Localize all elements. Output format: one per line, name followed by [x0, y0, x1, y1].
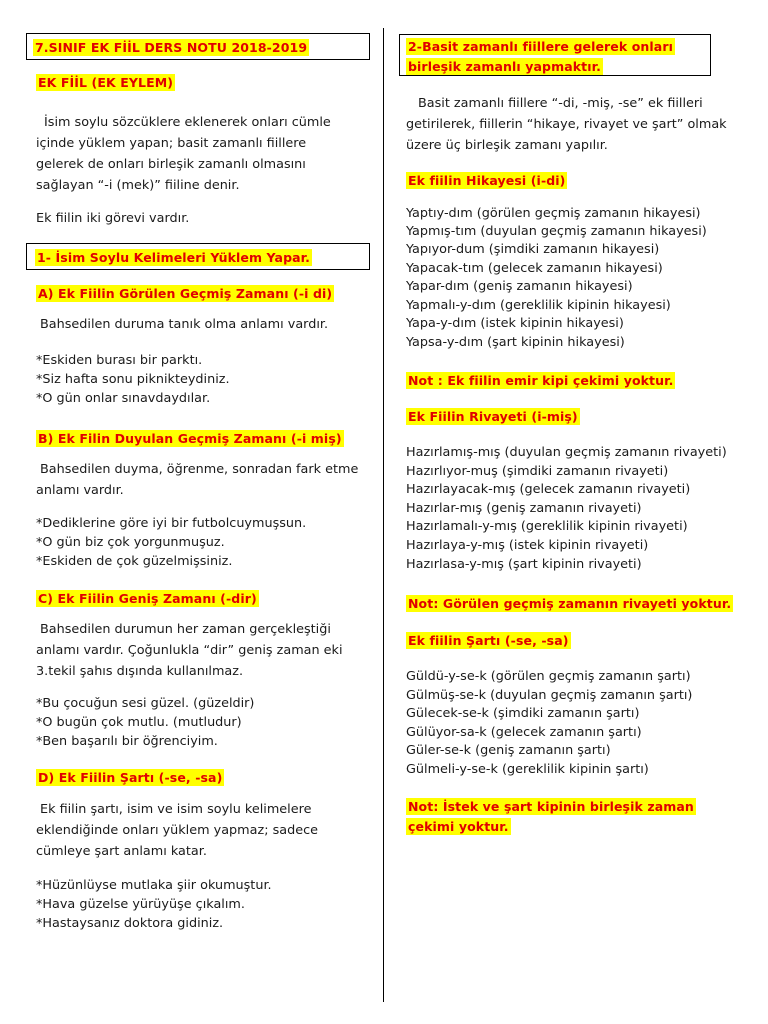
section-b-heading: B) Ek Filin Duyulan Geçmiş Zamanı (-i miş) — [38, 431, 342, 446]
section-c-description: Bahsedilen durumun her zaman gerçekleştiği anlamı vardır. Çoğunlukla “dir” geniş zaman eki 3.tekil şahıs dışında kullanılmaz. — [36, 622, 343, 679]
section-b-example-1: *Dediklerine göre iyi bir futbolcuymuşsun. — [36, 516, 307, 531]
section-c-example-2: *O bugün çok mutlu. (mutludur) — [36, 715, 242, 730]
section-a-heading-wrap — [36, 283, 334, 302]
hikaye-heading-wrap — [406, 170, 567, 189]
hikaye-item-8: Yapsa-y-dım (şart kipinin hikayesi) — [406, 335, 625, 350]
section-b-example-2: *O gün biz çok yorgunmuşuz. — [36, 535, 225, 550]
section-d-heading-wrap — [36, 767, 224, 786]
duty1-heading-wrap — [35, 247, 312, 266]
sart-item-5: Güler-se-k (geniş zamanın şartı) — [406, 743, 611, 758]
duty2-heading-wrap — [406, 37, 706, 77]
hikaye-item-6: Yapmalı-y-dım (gereklilik kipinin hikayesi) — [406, 298, 671, 313]
rivayet-item-6: Hazırlaya-y-mış (istek kipinin rivayeti) — [406, 538, 649, 553]
rivayet-item-3: Hazırlayacak-mış (gelecek zamanın rivayeti) — [406, 482, 691, 497]
hikaye-item-3: Yapıyor-dum (şimdiki zamanın hikayesi) — [406, 242, 660, 257]
column-divider — [383, 28, 384, 1002]
section-a-example-2: *Siz hafta sonu piknikteydiniz. — [36, 372, 230, 387]
rivayet-item-4: Hazırlar-mış (geniş zamanın rivayeti) — [406, 501, 642, 516]
hikaye-item-1: Yaptıy-dım (görülen geçmiş zamanın hikayesi) — [406, 206, 701, 221]
rivayet-item-5: Hazırlamalı-y-mış (gereklilik kipinin rivayeti) — [406, 519, 688, 534]
intro-paragraph: İsim soylu sözcüklere eklenerek onları cümle içinde yüklem yapan; basit zamanlı fiillere gelerek de onları birleşik zamanlı olmasını sağlayan “-i (mek)” fiiline denir. — [36, 115, 331, 193]
two-duties-text: Ek fiilin iki görevi vardır. — [36, 211, 190, 226]
hikaye-item-5: Yapar-dım (geniş zamanın hikayesi) — [406, 279, 633, 294]
main-heading-wrap — [36, 72, 175, 91]
section-b-description: Bahsedilen duyma, öğrenme, sonradan fark etme anlamı vardır. — [36, 462, 359, 498]
section-c-example-1: *Bu çocuğun sesi güzel. (güzeldir) — [36, 696, 255, 711]
hikaye-item-2: Yapmış-tım (duyulan geçmiş zamanın hikayesi) — [406, 224, 707, 239]
section-b-heading-wrap — [36, 428, 344, 447]
hikaye-note-wrap — [406, 370, 675, 389]
section-d-heading: D) Ek Fiilin Şartı (-se, -sa) — [38, 770, 223, 785]
sart-item-3: Gülecek-se-k (şimdiki zamanın şartı) — [406, 706, 640, 721]
sart-item-2: Gülmüş-se-k (duyulan geçmiş zamanın şartı) — [406, 688, 693, 703]
section-a-description: Bahsedilen duruma tanık olma anlamı vardır. — [40, 317, 329, 332]
section-a-example-3: *O gün onlar sınavdaydılar. — [36, 391, 211, 406]
section-b-example-3: *Eskiden de çok güzelmişsiniz. — [36, 554, 233, 569]
sart-note: Not: İstek ve şart kipinin birleşik zaman çekimi yoktur. — [408, 799, 694, 834]
section-a-example-1: *Eskiden burası bir parktı. — [36, 353, 203, 368]
hikaye-heading: Ek fiilin Hikayesi (i-di) — [408, 173, 566, 188]
rivayet-item-1: Hazırlamış-mış (duyulan geçmiş zamanın rivayeti) — [406, 445, 727, 460]
sart-heading: Ek fiilin Şartı (-se, -sa) — [408, 633, 569, 648]
rivayet-item-7: Hazırlasa-y-mış (şart kipinin rivayeti) — [406, 557, 642, 572]
sart-heading-wrap — [406, 630, 571, 649]
hikaye-item-4: Yapacak-tım (gelecek zamanın hikayesi) — [406, 261, 663, 276]
sart-item-1: Güldü-y-se-k (görülen geçmiş zamanın şartı) — [406, 669, 691, 684]
sart-item-6: Gülmeli-y-se-k (gereklilik kipinin şartı) — [406, 762, 649, 777]
hikaye-item-7: Yapa-y-dım (istek kipinin hikayesi) — [406, 316, 624, 331]
section-a-heading: A) Ek Fiilin Görülen Geçmiş Zamanı (-i di) — [38, 286, 333, 301]
rivayet-note: Not: Görülen geçmiş zamanın rivayeti yoktur. — [408, 596, 732, 611]
duty1-heading: 1- İsim Soylu Kelimeleri Yüklem Yapar. — [37, 250, 310, 265]
section-d-example-3: *Hastaysanız doktora gidiniz. — [36, 916, 224, 931]
duty2-heading: 2-Basit zamanlı fiillere gelerek onları birleşik zamanlı yapmaktır. — [408, 39, 673, 74]
section-d-example-1: *Hüzünlüyse mutlaka şiir okumuştur. — [36, 878, 272, 893]
section-d-description: Ek fiilin şartı, isim ve isim soylu kelimelere eklendiğinde onları yüklem yapmaz; sadece cümleye şart anlamı katar. — [36, 802, 318, 859]
rivayet-heading: Ek Fiilin Rivayeti (i-miş) — [408, 409, 578, 424]
main-heading: EK FİİL (EK EYLEM) — [38, 75, 174, 90]
rivayet-heading-wrap — [406, 406, 580, 425]
section-d-example-2: *Hava güzelse yürüyüşe çıkalım. — [36, 897, 245, 912]
rivayet-item-2: Hazırlıyor-muş (şimdiki zamanın rivayeti) — [406, 464, 669, 479]
sart-item-4: Gülüyor-sa-k (gelecek zamanın şartı) — [406, 725, 642, 740]
rivayet-note-wrap — [406, 593, 733, 612]
section-c-heading-wrap — [36, 588, 259, 607]
document-title: 7.SINIF EK FİİL DERS NOTU 2018-2019 — [35, 40, 308, 55]
document-title-wrap — [33, 37, 309, 56]
sart-note-wrap — [406, 797, 706, 837]
hikaye-note: Not : Ek fiilin emir kipi çekimi yoktur. — [408, 373, 674, 388]
section-c-heading: C) Ek Fiilin Geniş Zamanı (-dir) — [38, 591, 257, 606]
right-intro-paragraph: Basit zamanlı fiillere “-di, -miş, -se” ek fiilleri getirilerek, fiillerin “hikaye, rivayet ve şart” olmak üzere üç birleşik zamanı yapılır. — [406, 96, 727, 153]
section-c-example-3: *Ben başarılı bir öğrenciyim. — [36, 734, 218, 749]
